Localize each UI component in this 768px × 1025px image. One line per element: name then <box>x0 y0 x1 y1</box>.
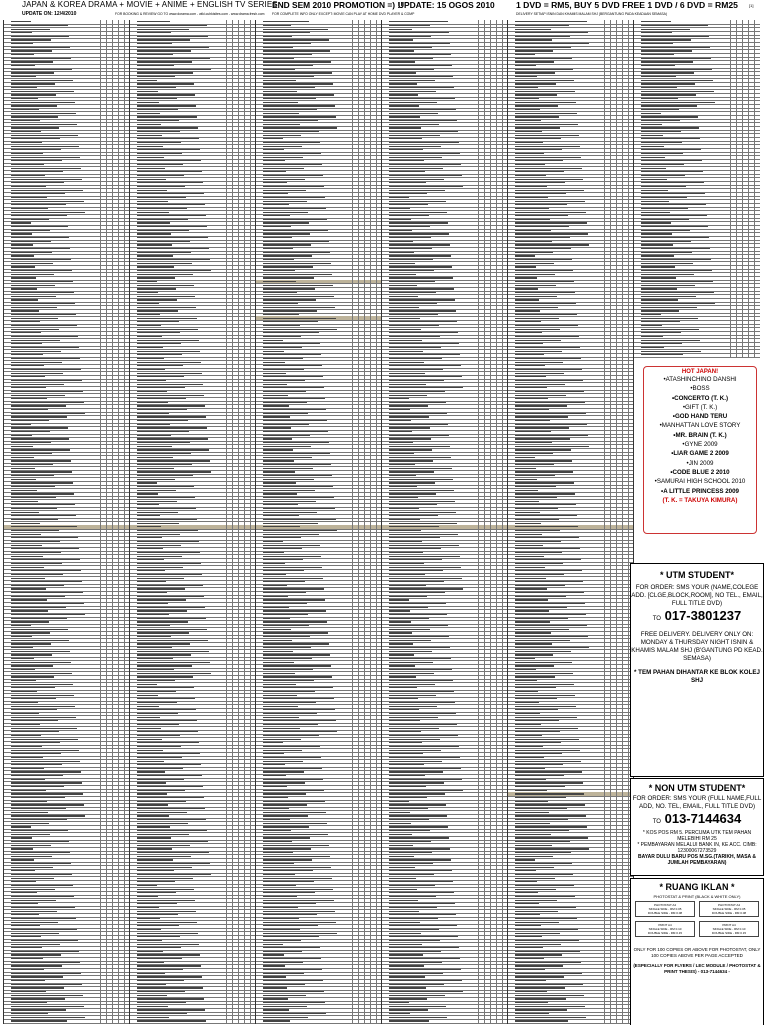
row-text-mark <box>11 651 70 652</box>
row-text-mark <box>11 753 61 754</box>
row-text-mark <box>11 720 58 721</box>
row-text-mark <box>11 285 55 286</box>
row-text-mark <box>11 643 51 644</box>
row-text-mark <box>11 54 34 55</box>
row-text-mark <box>11 944 60 945</box>
row-text-mark <box>11 201 84 202</box>
row-text-mark <box>11 274 54 275</box>
row-text-mark <box>11 764 62 765</box>
row-text-mark <box>11 303 75 304</box>
row-text-mark <box>11 25 68 26</box>
row-text-mark <box>11 691 37 692</box>
row-text-mark <box>11 797 65 798</box>
row-text-mark <box>11 244 33 245</box>
row-text-mark <box>11 479 36 480</box>
row-text-mark <box>11 841 69 842</box>
row-text-mark <box>11 958 43 959</box>
row-text-mark <box>11 94 56 95</box>
row-text-mark <box>11 607 66 608</box>
row-text-mark <box>11 69 72 70</box>
row-text-mark <box>11 168 81 169</box>
row-text-mark <box>11 468 35 469</box>
row-text-mark <box>11 662 71 663</box>
row-text-mark <box>11 61 53 62</box>
row-text-mark <box>11 226 68 227</box>
row-text-mark <box>11 757 43 758</box>
row-text-mark <box>11 409 48 410</box>
row-text-mark <box>11 771 81 772</box>
row-text-mark <box>11 548 79 549</box>
row-text-mark <box>11 83 55 84</box>
row-text-mark <box>11 146 79 147</box>
row-text-mark <box>11 526 77 527</box>
row-text-mark <box>11 208 48 209</box>
row-text-mark <box>11 834 50 835</box>
row-text-mark <box>11 58 71 59</box>
row-text-mark <box>11 116 58 117</box>
row-text-mark <box>11 427 68 428</box>
row-text-mark <box>11 369 81 370</box>
row-text-mark <box>11 153 43 154</box>
row-text-mark <box>11 581 82 582</box>
row-text-mark <box>11 567 44 568</box>
row-text-mark <box>11 402 84 403</box>
row-text-mark <box>11 903 38 904</box>
page-marker: [1] <box>749 3 753 8</box>
row-text-mark <box>11 632 50 633</box>
row-text-mark <box>11 76 36 77</box>
row-text-mark <box>11 636 32 637</box>
row-text-mark <box>11 398 47 399</box>
row-text-mark <box>11 321 40 322</box>
row-text-mark <box>11 98 38 99</box>
row-text-mark <box>11 629 68 630</box>
row-text-mark <box>11 351 61 352</box>
row-text-mark <box>11 508 57 509</box>
row-text-mark <box>11 105 57 106</box>
row-text-mark <box>11 91 74 92</box>
row-text-mark <box>11 848 33 849</box>
row-text-mark <box>11 878 54 879</box>
catalog-column <box>3 20 130 1024</box>
row-text-mark <box>11 460 71 461</box>
row-text-mark <box>11 545 42 546</box>
row-text-mark <box>11 735 41 736</box>
row-text-mark <box>11 310 39 311</box>
row-text-mark <box>11 782 82 783</box>
row-text-mark <box>11 175 45 176</box>
row-text-mark <box>11 922 58 923</box>
row-text-mark <box>11 911 57 912</box>
row-text-mark <box>11 241 51 242</box>
row-text-mark <box>11 669 35 670</box>
row-text-mark <box>11 149 61 150</box>
row-text-mark <box>11 142 42 143</box>
row-text-mark <box>11 405 66 406</box>
update-date: UPDATE ON: 12/4/2010 <box>22 11 76 17</box>
row-text-mark <box>11 255 34 256</box>
row-text-mark <box>11 673 72 674</box>
row-text-mark <box>11 457 34 458</box>
row-text-mark <box>11 446 33 447</box>
row-text-mark <box>11 695 74 696</box>
row-text-mark <box>11 336 78 337</box>
row-text-mark <box>11 292 74 293</box>
row-text-mark <box>11 954 61 955</box>
row-text-mark <box>11 471 72 472</box>
row-text-mark <box>11 197 47 198</box>
row-text-mark <box>11 171 63 172</box>
row-text-mark <box>11 870 35 871</box>
row-text-mark <box>11 804 84 805</box>
row-text-mark <box>11 277 36 278</box>
row-text-mark <box>11 340 60 341</box>
row-text-mark <box>11 717 76 718</box>
row-text-mark <box>11 654 52 655</box>
row-text-mark <box>11 212 85 213</box>
delivery-note: DELIVERY SETIAP ISNIN DAN KHAMIS MALAM SHJ (BERGANTUNG PADA KEADAAN SEMASA) <box>516 12 667 16</box>
row-text-mark <box>11 724 40 725</box>
row-text-mark <box>11 610 48 611</box>
row-text-mark <box>11 204 66 205</box>
row-text-mark <box>11 541 60 542</box>
row-text-mark <box>11 222 31 223</box>
row-text-mark <box>11 314 76 315</box>
row-text-mark <box>11 896 74 897</box>
row-text-mark <box>11 186 46 187</box>
row-text-mark <box>11 680 36 681</box>
row-text-mark <box>11 845 51 846</box>
row-text-mark <box>11 552 61 553</box>
row-text-mark <box>11 127 59 128</box>
row-text-mark <box>11 157 80 158</box>
row-text-mark <box>11 728 77 729</box>
row-text-mark <box>11 790 46 791</box>
row-text-mark <box>11 376 45 377</box>
row-text-mark <box>11 391 83 392</box>
row-text-mark <box>11 830 68 831</box>
row-text-mark <box>11 739 78 740</box>
row-text-mark <box>11 164 44 165</box>
row-text-mark <box>11 65 35 66</box>
row-text-mark <box>11 36 69 37</box>
row-text-mark <box>11 307 57 308</box>
row-text-mark <box>11 266 35 267</box>
row-text-mark <box>11 812 48 813</box>
row-text-mark <box>11 965 62 966</box>
row-text-mark <box>11 237 69 238</box>
row-text-mark <box>11 475 54 476</box>
row-text-mark <box>11 281 73 282</box>
pricing-banner: 1 DVD = RM5, BUY 5 DVD FREE 1 DVD / 6 DVD = RM25 <box>516 0 738 10</box>
row-text-mark <box>11 120 40 121</box>
row-text-mark <box>11 512 39 513</box>
row-text-mark <box>11 625 31 626</box>
row-text-mark <box>11 951 79 952</box>
row-text-mark <box>11 80 73 81</box>
row-text-mark <box>11 413 85 414</box>
row-text-mark <box>11 647 33 648</box>
row-text-mark <box>11 435 32 436</box>
row-text-mark <box>11 709 57 710</box>
row-text-mark <box>11 343 42 344</box>
row-text-mark <box>11 585 64 586</box>
row-text-mark <box>11 424 31 425</box>
row-text-mark <box>11 603 84 604</box>
row-text-mark <box>11 768 44 769</box>
row-text-mark <box>11 113 76 114</box>
row-text-mark <box>11 713 39 714</box>
row-text-mark <box>11 215 67 216</box>
row-text-mark <box>11 665 53 666</box>
row-text-mark <box>11 387 46 388</box>
row-text-mark <box>11 856 52 857</box>
row-text-mark <box>11 874 72 875</box>
row-text-mark <box>11 676 54 677</box>
row-text-mark <box>11 395 65 396</box>
row-text-mark <box>11 384 64 385</box>
promo-title: END SEM 2010 PROMOTION =) !! <box>272 0 403 10</box>
row-text-mark <box>11 32 32 33</box>
row-text-mark <box>11 599 47 600</box>
row-text-mark <box>11 640 69 641</box>
row-text-mark <box>11 801 47 802</box>
row-text-mark <box>11 442 51 443</box>
row-text-mark <box>11 918 76 919</box>
update-heading: UPDATE: 15 OGOS 2010 <box>398 0 495 10</box>
row-text-mark <box>11 296 56 297</box>
row-text-mark <box>11 29 50 30</box>
row-text-mark <box>11 815 85 816</box>
row-text-mark <box>11 588 46 589</box>
row-text-mark <box>11 556 43 557</box>
row-text-mark <box>11 318 58 319</box>
row-text-mark <box>11 574 63 575</box>
header-subtext: FOR BOOKING & REVIEW GO TO www.dorama.com - wiki.cuhkisites.com - www.drama.fresh.com <box>115 12 264 16</box>
row-text-mark <box>11 881 36 882</box>
row-text-mark <box>11 270 72 271</box>
row-text-mark <box>11 325 77 326</box>
row-text-mark <box>11 900 56 901</box>
row-text-mark <box>11 347 79 348</box>
row-text-mark <box>11 936 41 937</box>
row-text-mark <box>11 288 37 289</box>
row-text-mark <box>11 621 49 622</box>
row-text-mark <box>11 486 55 487</box>
page-header <box>0 0 768 20</box>
row-text-mark <box>11 969 44 970</box>
row-text-mark <box>11 299 38 300</box>
row-text-mark <box>11 614 85 615</box>
row-text-mark <box>11 746 42 747</box>
row-text-mark <box>11 885 73 886</box>
row-text-mark <box>11 907 75 908</box>
row-text-mark <box>11 775 63 776</box>
row-text-mark <box>11 365 44 366</box>
row-text-mark <box>11 354 43 355</box>
row-text-mark <box>11 490 37 491</box>
row-text-mark <box>11 892 37 893</box>
row-text-mark <box>11 329 59 330</box>
row-text-mark <box>11 779 45 780</box>
row-text-mark <box>11 501 38 502</box>
row-text-mark <box>11 190 83 191</box>
row-text-mark <box>11 493 74 494</box>
row-text-mark <box>11 889 55 890</box>
row-text-mark <box>11 962 80 963</box>
row-text-mark <box>11 786 64 787</box>
row-text-mark <box>11 863 71 864</box>
row-text-mark <box>11 431 50 432</box>
row-text-mark <box>11 102 75 103</box>
row-text-mark <box>11 687 55 688</box>
row-text-mark <box>11 124 77 125</box>
row-text-mark <box>11 929 77 930</box>
row-text-mark <box>11 859 34 860</box>
row-text-mark <box>11 563 62 564</box>
row-text-mark <box>11 731 59 732</box>
row-text-mark <box>11 867 53 868</box>
row-text-mark <box>11 47 70 48</box>
row-text-mark <box>11 534 41 535</box>
header-subtext-2: FOR COMPLETE INFO ONLY EXCEPT: MOVIE CAN PLAY AT HOME DVD PLAYER & COMP <box>272 12 414 16</box>
row-text-mark <box>11 72 54 73</box>
row-text-mark <box>11 179 82 180</box>
row-text-mark <box>11 618 67 619</box>
row-text-mark <box>11 808 66 809</box>
row-text-mark <box>11 750 79 751</box>
row-text-mark <box>11 482 73 483</box>
row-text-mark <box>11 87 37 88</box>
row-text-mark <box>11 464 53 465</box>
row-text-mark <box>11 449 70 450</box>
row-text-mark <box>11 138 60 139</box>
row-text-mark <box>11 596 65 597</box>
row-text-mark <box>11 131 41 132</box>
row-text-mark <box>11 819 67 820</box>
row-text-mark <box>11 702 38 703</box>
row-text-mark <box>11 332 41 333</box>
row-text-mark <box>11 438 69 439</box>
row-text-mark <box>11 658 34 659</box>
row-text-mark <box>11 182 64 183</box>
row-text-mark <box>11 504 75 505</box>
row-text-mark <box>11 43 33 44</box>
row-text-mark <box>11 940 78 941</box>
row-text-mark <box>11 523 40 524</box>
row-text-mark <box>11 742 60 743</box>
row-text-mark <box>11 530 59 531</box>
row-text-mark <box>11 592 83 593</box>
row-text-mark <box>11 453 52 454</box>
row-text-mark <box>11 135 78 136</box>
row-text-mark <box>11 109 39 110</box>
row-text-mark <box>11 947 42 948</box>
row-text-mark <box>11 219 49 220</box>
row-text-mark <box>11 230 50 231</box>
row-text-mark <box>11 252 52 253</box>
row-text-mark <box>11 570 81 571</box>
row-text-mark <box>11 698 56 699</box>
row-text-mark <box>11 793 83 794</box>
row-text-mark <box>11 193 65 194</box>
row-text-mark <box>11 537 78 538</box>
row-text-mark <box>11 684 73 685</box>
row-text-mark <box>11 497 56 498</box>
row-text-mark <box>11 259 71 260</box>
row-text-mark <box>11 823 49 824</box>
row-text-mark <box>11 852 70 853</box>
row-text-mark <box>11 519 58 520</box>
row-text-mark <box>11 973 81 974</box>
row-text-mark <box>11 515 76 516</box>
row-text-mark <box>11 925 40 926</box>
row-text-mark <box>11 373 63 374</box>
row-text-mark <box>11 160 62 161</box>
row-text-mark <box>11 21 31 22</box>
row-text-mark <box>11 39 51 40</box>
row-text-mark <box>11 233 32 234</box>
row-text-mark <box>11 826 31 827</box>
row-text-mark <box>11 263 53 264</box>
row-text-mark <box>11 933 59 934</box>
row-text-mark <box>11 362 62 363</box>
row-text-mark <box>11 358 80 359</box>
row-text-mark <box>11 761 80 762</box>
row-text-mark <box>11 837 32 838</box>
row-text-mark <box>11 416 67 417</box>
row-text-mark <box>11 50 52 51</box>
row-text-mark <box>11 559 80 560</box>
row-text-mark <box>11 380 82 381</box>
row-text-mark <box>11 248 70 249</box>
row-text-mark <box>11 706 75 707</box>
row-text-mark <box>11 578 45 579</box>
row-text-mark <box>11 420 49 421</box>
catalog-title: JAPAN & KOREA DRAMA + MOVIE + ANIME + ENGLISH TV SERIES <box>22 0 278 9</box>
row-text-mark <box>11 914 39 915</box>
